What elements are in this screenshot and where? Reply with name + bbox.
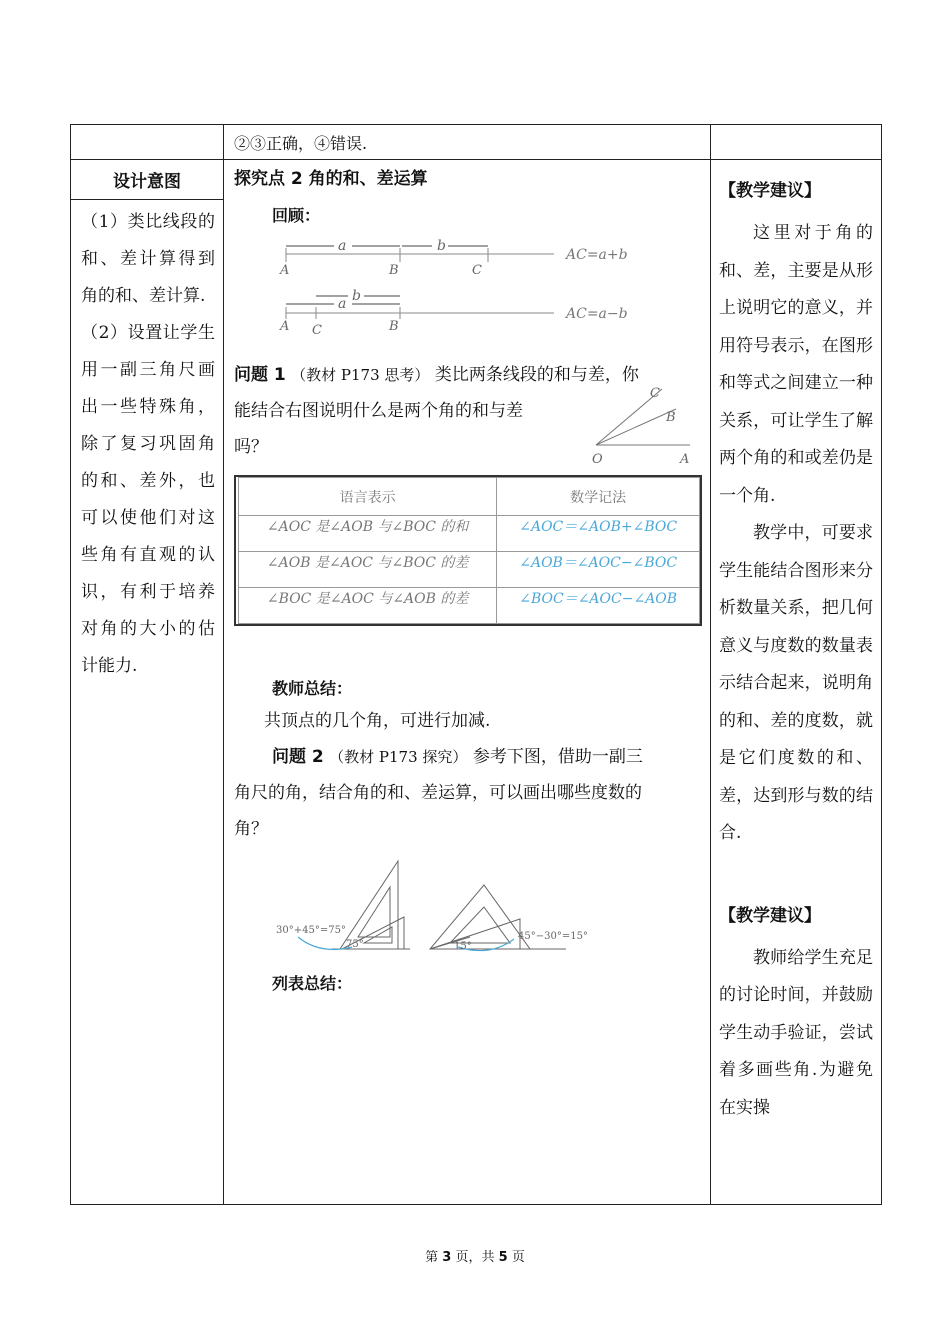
table-row [239, 588, 700, 624]
problem-1-label: 问题 1 [234, 365, 286, 385]
angle-B: B [666, 410, 676, 425]
relation-table-frame [234, 475, 702, 626]
problem-2-label: 问题 2 [272, 747, 324, 767]
angle-C: C [650, 386, 660, 401]
relation-table [238, 477, 700, 624]
seg2-formula: AC=a−b [566, 306, 628, 322]
top-right-cell [711, 125, 882, 160]
relation-table-header [239, 478, 700, 516]
seg1-B: B [389, 263, 399, 278]
header-language: 语言表示 [239, 478, 497, 516]
list-summary-label: 列表总结： [272, 974, 353, 993]
teaching-advice [711, 176, 881, 1127]
seg2-A: A [280, 319, 290, 334]
right-angle: 15° [454, 941, 472, 952]
footer-mid: 页，共 [455, 1250, 495, 1265]
seg1-C: C [472, 263, 482, 278]
row-2-notation: ∠AOB＝∠AOC−∠BOC [497, 552, 700, 588]
teaching-advice-cell [711, 160, 882, 1205]
row-2-language: ∠AOB 是∠AOC 与∠BOC 的差 [239, 552, 497, 588]
footer-suffix: 页 [511, 1250, 525, 1265]
row-1-language: ∠AOC 是∠AOB 与∠BOC 的和 [239, 516, 497, 552]
problem-2-source: （教材 P173 探究） [329, 748, 468, 766]
footer-prefix: 第 [425, 1250, 439, 1265]
problem-2-text-b: 角尺的角，结合角的和、差运算，可以画出哪些度数的 [234, 783, 642, 803]
problem-1-text-b: 能结合右图说明什么是两个角的和与差 [234, 401, 523, 421]
main-row [71, 160, 882, 1205]
seg2-b: b [352, 288, 361, 304]
left-formula: 30°+45°=75° [276, 925, 346, 936]
footer-total-pages: 5 [498, 1250, 508, 1265]
problem-1 [234, 357, 700, 469]
teacher-summary-text: 共顶点的几个角，可进行加减. [264, 711, 491, 731]
problem-2-text-a: 参考下图，借助一副三 [472, 747, 643, 767]
seg1-A: A [280, 263, 290, 278]
advice-para-2: 教学中，可要求学生能结合图形来分析数量关系，把几何意义与度数的数量表示结合起来，说明角的和、差的度数，就是它们度数的和、差，达到形与数的结合. [719, 523, 873, 843]
problem-1-text-c: 吗？ [234, 437, 268, 457]
row-3-language: ∠BOC 是∠AOC 与∠AOB 的差 [239, 588, 497, 624]
advice-heading-1: 【教学建议】 [719, 181, 821, 201]
design-intent-body [71, 200, 223, 685]
problem-2-text-c: 角？ [234, 819, 268, 839]
seg1-b: b [437, 238, 446, 254]
design-intent-cell [71, 160, 224, 1205]
right-formula: 45°−30°=15° [518, 931, 588, 942]
left-angle: 75° [346, 939, 364, 950]
seg2-a: a [338, 296, 347, 312]
table-row [239, 552, 700, 588]
seg1-a: a [338, 238, 347, 254]
table-row [239, 516, 700, 552]
advice-para-3: 教师给学生充足的讨论时间，并鼓励学生动手验证，尝试着多画些角.为避免在实操 [719, 947, 873, 1118]
design-intent-para-1: （1）类比线段的和、差计算得到角的和、差计算. [81, 212, 215, 306]
angle-A: A [680, 452, 690, 467]
lesson-table [70, 124, 882, 1205]
top-row [71, 125, 882, 160]
review-label: 回顾： [272, 206, 321, 225]
angle-O: O [592, 452, 603, 467]
problem-2-line-1 [234, 739, 700, 775]
design-intent-para-2: （2）设置让学生用一副三角尺画出一些特殊角，除了复习巩固角的和、差外，也可以使他们对这些角有直观的认识，有利于培养对角的大小的估计能力. [81, 323, 215, 676]
footer-page-number: 3 [442, 1250, 452, 1265]
seg2-B: B [389, 319, 399, 334]
advice-para-1: 这里对于角的和、差，主要是从形上说明它的意义，并用符号表示，在图形和等式之间建立一种关系，可让学生了解两个角的和或差仍是一个角. [719, 223, 873, 506]
main-content [224, 164, 710, 994]
teacher-summary-label: 教师总结： [272, 679, 353, 698]
page-footer [0, 1246, 950, 1265]
seg1-formula: AC=a+b [566, 247, 628, 263]
header-notation: 数学记法 [497, 478, 700, 516]
row-3-notation: ∠BOC＝∠AOC−∠AOB [497, 588, 700, 624]
section-title: 探究点 2 角的和、差运算 [234, 169, 428, 189]
row-1-notation: ∠AOC＝∠AOB+∠BOC [497, 516, 700, 552]
main-content-cell [224, 160, 711, 1205]
problem-1-source: （教材 P173 思考） [291, 366, 430, 384]
top-row-text: ②③正确，④错误. [234, 134, 368, 153]
problem-1-text-a: 类比两条线段的和与差，你 [434, 365, 639, 385]
advice-heading-2: 【教学建议】 [719, 905, 821, 926]
top-mid-cell [224, 125, 711, 160]
triangle-rulers-figure [270, 857, 600, 957]
seg2-C: C [312, 323, 322, 335]
angle-figure [590, 385, 700, 471]
segment-figure [234, 230, 654, 335]
design-intent-heading: 设计意图 [71, 160, 223, 200]
top-left-cell [71, 125, 224, 160]
